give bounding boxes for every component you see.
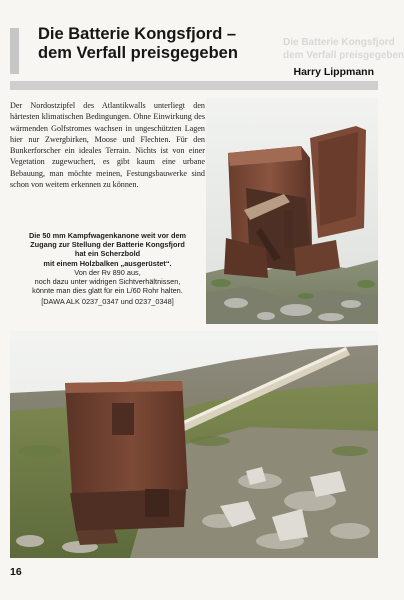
title-line-2: dem Verfall preisgegeben xyxy=(38,44,238,62)
faded-heading-line-1: Die Batterie Kongsfjord xyxy=(283,37,395,48)
gun-photo-top xyxy=(206,98,378,324)
title-line-1: Die Batterie Kongsfjord – xyxy=(38,25,237,43)
caption-bold-line: Zugang zur Stellung der Batterie Kongsfjord xyxy=(30,240,185,250)
faded-heading-line-2: dem Verfall preisgegeben xyxy=(283,50,404,61)
caption-line: könnte man dies glatt für ein L/60 Rohr halten. xyxy=(32,286,183,296)
caption-bold-line: mit einem Holzbalken „ausgerüstet“. xyxy=(43,258,172,268)
page-number: 16 xyxy=(10,566,22,578)
caption-bold-line: Die 50 mm Kampfwagenkanone weit vor dem xyxy=(28,231,187,240)
header-rule xyxy=(10,81,378,90)
faded-heading xyxy=(283,36,404,64)
caption-line: Von der Rv 890 aus, xyxy=(74,267,141,277)
title-accent-bar xyxy=(10,28,19,74)
author-name: Harry Lippmann xyxy=(293,66,374,78)
body-paragraph: Der Nordostzipfel des Atlantikwalls unterliegt den härtesten klimatischen Bedingungen. Ohne Einwirkung des wärmenden Golfstromes wachsen in ungeschützten Lagen hier nur Zwergbirken, Moose und Flechten. Für den Bunkerforscher ein ideales Terrain. Nichts ist von einer Vegetation zugewuchert, es gibt kaum eine urbane Bebauung, man möchte meinen, Festungsbauwerke sind schon von weitem erkennen zu können. xyxy=(10,101,205,190)
photo-caption xyxy=(10,231,205,307)
caption-bold-line: hat ein Scherzbold xyxy=(74,249,141,259)
caption-reference: [DAWA ALK 0237_0347 und 0237_0348] xyxy=(41,297,174,307)
caption-line: noch dazu unter widrigen Sichtverhältnissen, xyxy=(34,277,181,287)
gun-photo-bottom xyxy=(10,331,378,558)
